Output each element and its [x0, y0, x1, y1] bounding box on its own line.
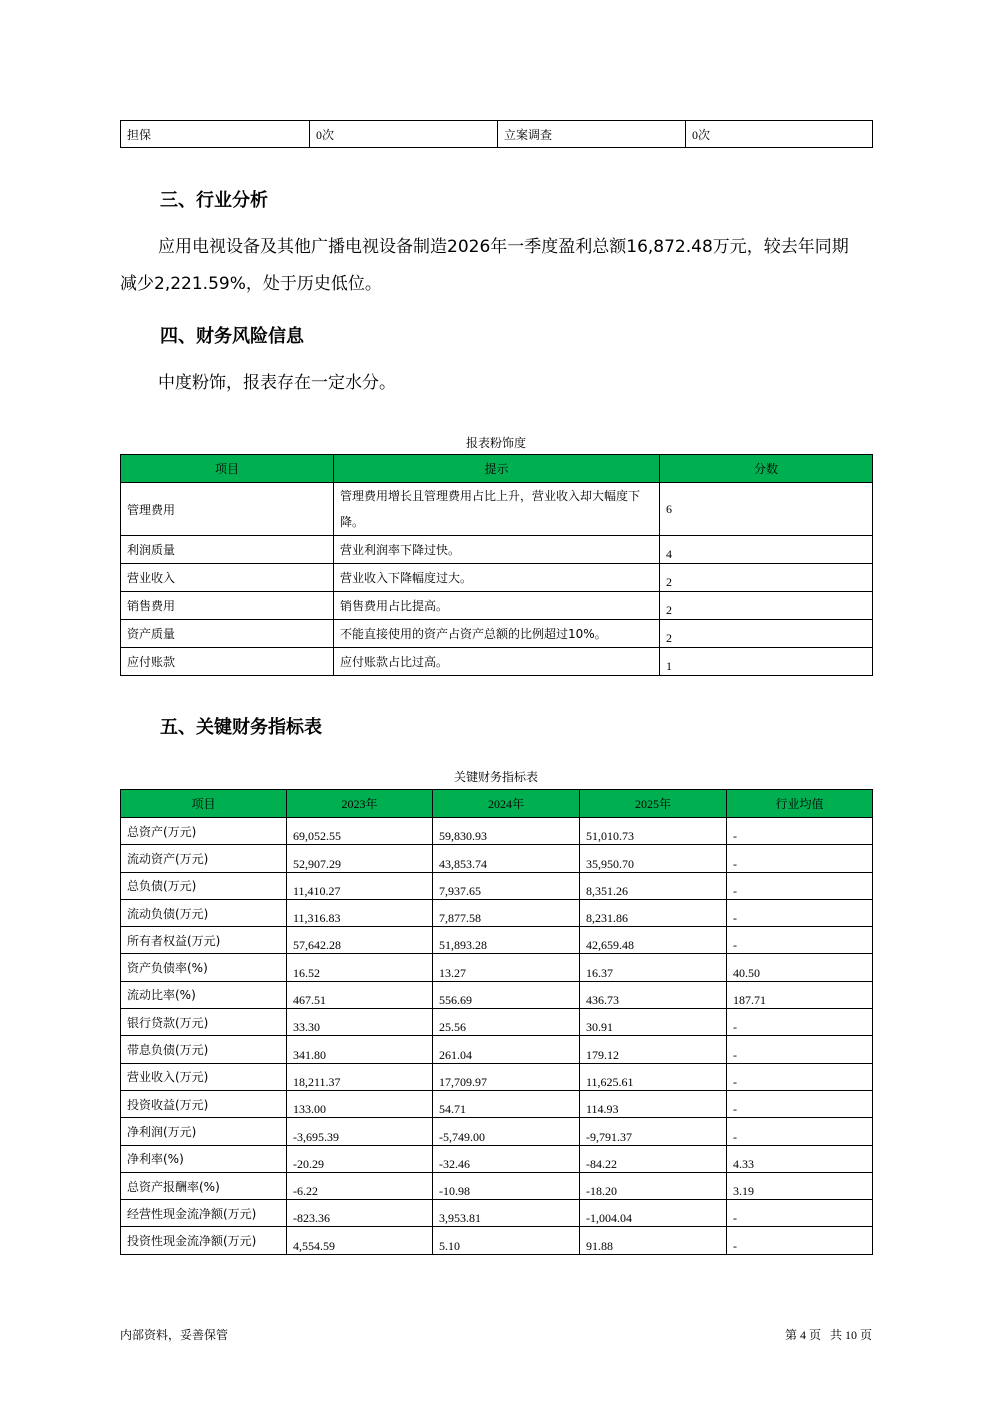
table-row: [121, 845, 873, 872]
kpi-item: 经营性现金流净额(万元): [121, 1200, 287, 1227]
table-row: [121, 1200, 873, 1227]
risk-hint: 销售费用占比提高。: [334, 592, 660, 620]
column-header: 2025年: [580, 790, 727, 818]
kpi-value: -: [727, 1200, 873, 1227]
kpi-table-body: [121, 818, 873, 1255]
kpi-value: -: [727, 1090, 873, 1117]
kpi-value: -1,004.04: [580, 1200, 727, 1227]
risk-score: 6: [660, 483, 873, 536]
kpi-value: 52,907.29: [287, 845, 433, 872]
kpi-value: 8,231.86: [580, 899, 727, 926]
kpi-value: 57,642.28: [287, 927, 433, 954]
table-row: [121, 899, 873, 926]
kpi-value: 91.88: [580, 1227, 727, 1254]
kpi-item: 净利润(万元): [121, 1118, 287, 1145]
kpi-value: 341.80: [287, 1036, 433, 1063]
kpi-value: 16.37: [580, 954, 727, 981]
kpi-value: -5,749.00: [433, 1118, 580, 1145]
table-cell: 0次: [310, 121, 498, 148]
kpi-value: -: [727, 845, 873, 872]
table-row: [121, 1118, 873, 1145]
risk-score: 2: [660, 564, 873, 592]
table-row: [121, 927, 873, 954]
kpi-value: 13.27: [433, 954, 580, 981]
footer-note: 内部资料，妥善保管: [120, 1328, 229, 1342]
table-row: [121, 1009, 873, 1036]
kpi-value: 7,937.65: [433, 872, 580, 899]
kpi-item: 所有者权益(万元): [121, 927, 287, 954]
risk-paragraph: 中度粉饰，报表存在一定水分。: [158, 373, 396, 393]
kpi-value: -9,791.37: [580, 1118, 727, 1145]
kpi-item: 流动负债(万元): [121, 899, 287, 926]
risk-hint: 应付账款占比过高。: [334, 648, 660, 676]
kpi-value: -32.46: [433, 1145, 580, 1172]
table-row: [121, 592, 873, 620]
risk-item: 营业收入: [121, 564, 334, 592]
table-row: [121, 536, 873, 564]
top-table: [120, 120, 873, 148]
kpi-value: 51,893.28: [433, 927, 580, 954]
kpi-value: 4.33: [727, 1145, 873, 1172]
table-row: [121, 564, 873, 592]
kpi-value: -: [727, 1036, 873, 1063]
table-row: [121, 1172, 873, 1199]
kpi-value: 17,709.97: [433, 1063, 580, 1090]
page-number: 第 4 页 共 10 页: [784, 1328, 872, 1342]
kpi-value: -18.20: [580, 1172, 727, 1199]
risk-score: 2: [660, 592, 873, 620]
industry-paragraph-line1: 应用电视设备及其他广播电视设备制造2026年一季度盈利总额16,872.48万元，较去年同期: [158, 237, 849, 257]
kpi-value: 5.10: [433, 1227, 580, 1254]
kpi-value: 59,830.93: [433, 818, 580, 845]
kpi-value: 40.50: [727, 954, 873, 981]
kpi-item: 资产负债率(%): [121, 954, 287, 981]
kpi-value: 18,211.37: [287, 1063, 433, 1090]
table-cell: 0次: [686, 121, 873, 148]
kpi-value: 51,010.73: [580, 818, 727, 845]
column-header: 项目: [121, 455, 334, 483]
kpi-table-caption: 关键财务指标表: [453, 770, 538, 784]
table-cell: 立案调查: [498, 121, 686, 148]
table-row: [121, 818, 873, 845]
section-heading-industry: 三、行业分析: [160, 190, 268, 211]
kpi-value: 30.91: [580, 1009, 727, 1036]
kpi-value: 179.12: [580, 1036, 727, 1063]
risk-item: 应付账款: [121, 648, 334, 676]
kpi-table: [120, 789, 873, 1255]
column-header: 2024年: [433, 790, 580, 818]
kpi-value: 43,853.74: [433, 845, 580, 872]
kpi-item: 营业收入(万元): [121, 1063, 287, 1090]
kpi-value: -: [727, 818, 873, 845]
risk-hint: 管理费用增长且管理费用占比上升，营业收入却大幅度下降。: [334, 483, 660, 536]
risk-score: 2: [660, 620, 873, 648]
table-row: [121, 954, 873, 981]
risk-item: 资产质量: [121, 620, 334, 648]
kpi-value: 3,953.81: [433, 1200, 580, 1227]
table-header-row: [121, 455, 873, 483]
risk-item: 管理费用: [121, 483, 334, 536]
risk-hint: 营业利润率下降过快。: [334, 536, 660, 564]
kpi-value: 11,410.27: [287, 872, 433, 899]
kpi-item: 净利率(%): [121, 1145, 287, 1172]
kpi-item: 银行贷款(万元): [121, 1009, 287, 1036]
kpi-value: 33.30: [287, 1009, 433, 1036]
kpi-value: 69,052.55: [287, 818, 433, 845]
kpi-item: 总资产(万元): [121, 818, 287, 845]
table-row: [121, 620, 873, 648]
kpi-item: 投资收益(万元): [121, 1090, 287, 1117]
kpi-value: 11,625.61: [580, 1063, 727, 1090]
kpi-value: -3,695.39: [287, 1118, 433, 1145]
kpi-value: 8,351.26: [580, 872, 727, 899]
kpi-value: 42,659.48: [580, 927, 727, 954]
column-header: 提示: [334, 455, 660, 483]
kpi-value: 261.04: [433, 1036, 580, 1063]
kpi-value: -: [727, 1118, 873, 1145]
kpi-value: 467.51: [287, 981, 433, 1008]
kpi-value: 35,950.70: [580, 845, 727, 872]
risk-hint: 不能直接使用的资产占资产总额的比例超过10%。: [334, 620, 660, 648]
kpi-value: 7,877.58: [433, 899, 580, 926]
kpi-value: 25.56: [433, 1009, 580, 1036]
kpi-value: 16.52: [287, 954, 433, 981]
table-header-row: [121, 790, 873, 818]
kpi-value: -823.36: [287, 1200, 433, 1227]
table-row: [121, 872, 873, 899]
kpi-value: -84.22: [580, 1145, 727, 1172]
kpi-value: 4,554.59: [287, 1227, 433, 1254]
risk-table: [120, 454, 873, 676]
risk-table-caption: 报表粉饰度: [465, 436, 526, 450]
kpi-value: 133.00: [287, 1090, 433, 1117]
table-row: [121, 1063, 873, 1090]
kpi-value: -10.98: [433, 1172, 580, 1199]
kpi-item: 带息负债(万元): [121, 1036, 287, 1063]
industry-paragraph-line2: 减少2,221.59%，处于历史低位。: [120, 274, 382, 294]
column-header: 分数: [660, 455, 873, 483]
table-row: [121, 648, 873, 676]
kpi-value: -20.29: [287, 1145, 433, 1172]
section-heading-risk: 四、财务风险信息: [160, 326, 304, 347]
kpi-value: -: [727, 927, 873, 954]
kpi-item: 流动比率(%): [121, 981, 287, 1008]
kpi-item: 流动资产(万元): [121, 845, 287, 872]
section-heading-kpi: 五、关键财务指标表: [160, 717, 322, 738]
kpi-value: -: [727, 899, 873, 926]
risk-item: 销售费用: [121, 592, 334, 620]
table-row: [121, 1145, 873, 1172]
kpi-value: -: [727, 1009, 873, 1036]
kpi-value: 11,316.83: [287, 899, 433, 926]
kpi-item: 总负债(万元): [121, 872, 287, 899]
kpi-value: -: [727, 1063, 873, 1090]
kpi-value: 556.69: [433, 981, 580, 1008]
table-row: [121, 981, 873, 1008]
kpi-item: 投资性现金流净额(万元): [121, 1227, 287, 1254]
table-row: [121, 483, 873, 536]
table-row: [121, 1090, 873, 1117]
column-header: 2023年: [287, 790, 433, 818]
table-cell: 担保: [121, 121, 310, 148]
kpi-item: 总资产报酬率(%): [121, 1172, 287, 1199]
risk-score: 4: [660, 536, 873, 564]
kpi-value: 54.71: [433, 1090, 580, 1117]
risk-score: 1: [660, 648, 873, 676]
risk-item: 利润质量: [121, 536, 334, 564]
table-row: [121, 121, 873, 148]
kpi-value: -6.22: [287, 1172, 433, 1199]
risk-hint: 营业收入下降幅度过大。: [334, 564, 660, 592]
table-row: [121, 1036, 873, 1063]
table-row: [121, 1227, 873, 1254]
kpi-value: 187.71: [727, 981, 873, 1008]
kpi-value: 114.93: [580, 1090, 727, 1117]
kpi-value: 3.19: [727, 1172, 873, 1199]
column-header: 项目: [121, 790, 287, 818]
kpi-value: -: [727, 872, 873, 899]
kpi-value: -: [727, 1227, 873, 1254]
column-header: 行业均值: [727, 790, 873, 818]
kpi-value: 436.73: [580, 981, 727, 1008]
